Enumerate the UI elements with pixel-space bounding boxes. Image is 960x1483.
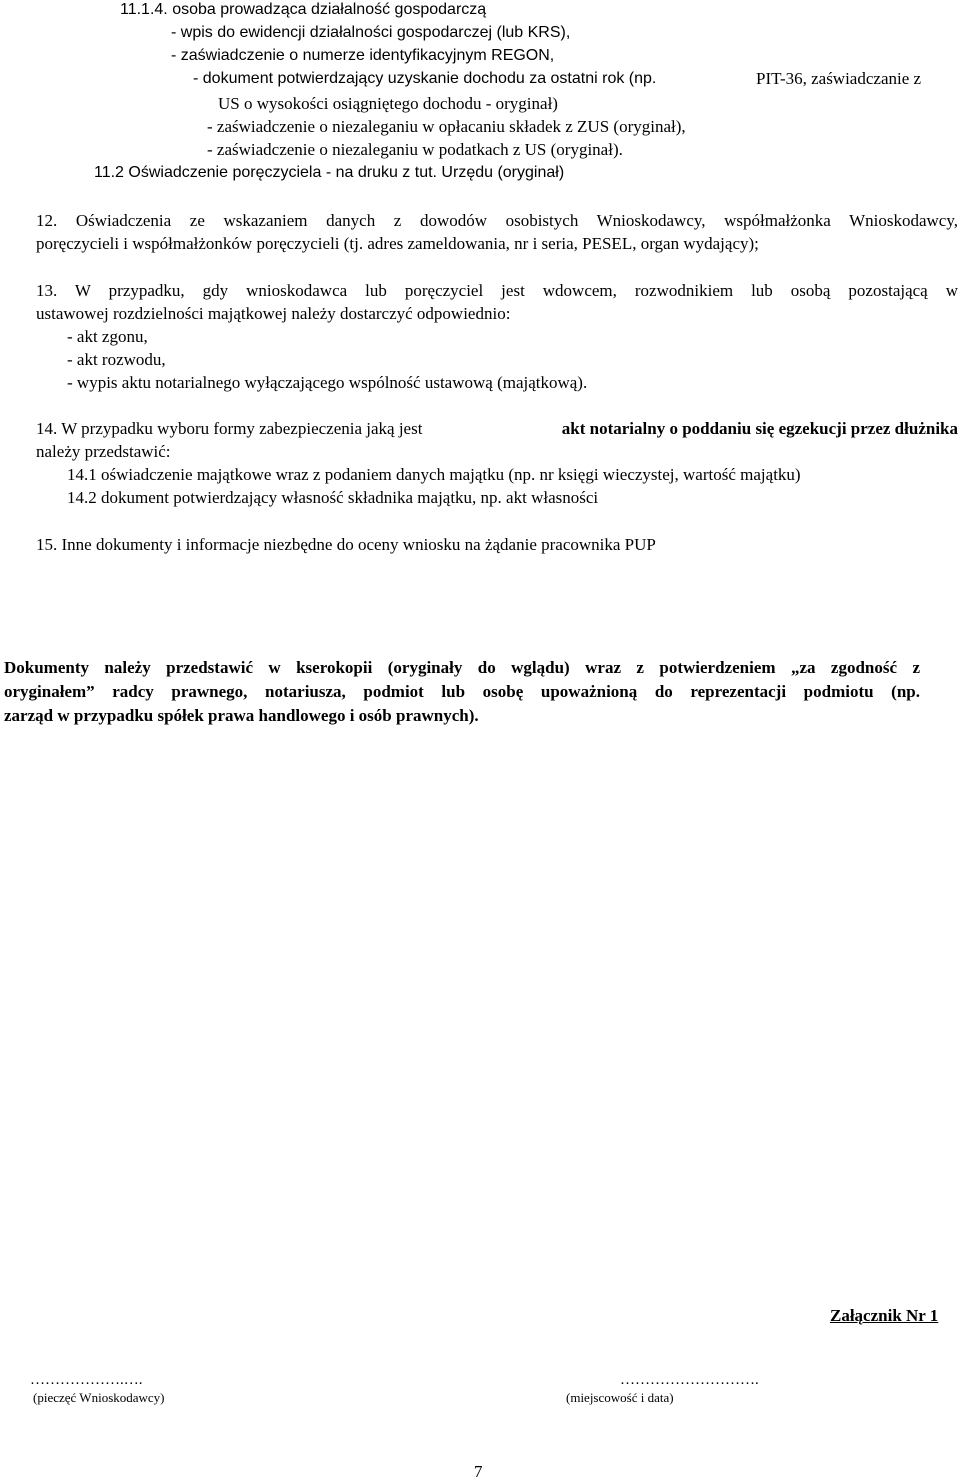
list-item: - akt rozwodu, [67,350,166,369]
list-item: - zaświadczenie o niezaleganiu w opłacaniu składek z ZUS (oryginał), [207,117,686,136]
list-item: - zaświadczenie o numerze identyfikacyjnym REGON, [171,47,555,64]
list-item: US o wysokości osiągniętego dochodu - oryginał) [218,94,558,113]
signature-right-dots: ………………………. [620,1372,759,1388]
item-14-2: 14.2 dokument potwierdzający własność składnika majątku, np. akt własności [67,488,599,507]
attachment-title: Załącznik Nr 1 [830,1306,939,1325]
signature-left-caption: (pieczęć Wnioskodawcy) [33,1390,165,1405]
item-14-line1-bold: akt notarialny o poddaniu się egzekucji przez dłużnika [561,419,958,438]
section-11-1-4-heading: 11.1.4. osoba prowadząca działalność gospodarczą [120,1,487,18]
signature-left-dots: ……………….…. [30,1372,143,1388]
section-11-2: 11.2 Oświadczenie poręczyciela - na druku z tut. Urzędu (oryginał) [94,164,565,181]
item-13-line1: 13. W przypadku, gdy wnioskodawca lub poręczyciel jest wdowcem, rozwodnikiem lub osobą pozostającą w [36,281,958,300]
notice-line1: Dokumenty należy przedstawić w kserokopii (oryginały do wglądu) wraz z potwierdzeniem „za zgodność z [4,658,920,677]
notice-line3: zarząd w przypadku spółek prawa handlowego i osób prawnych). [4,706,479,725]
list-item: - wypis aktu notarialnego wyłączającego wspólność ustawową (majątkową). [67,373,588,392]
item-12-line2: poręczycieli i współmałżonków poręczycieli (tj. adres zameldowania, nr i seria, PESEL, organ wydający); [36,234,759,253]
list-item: - zaświadczenie o niezaleganiu w podatkach z US (oryginał). [207,140,623,159]
item-15: 15. Inne dokumenty i informacje niezbędne do oceny wniosku na żądanie pracownika PUP [36,535,656,554]
signature-right-caption: (miejscowość i data) [566,1390,674,1405]
item-14-1: 14.1 oświadczenie majątkowe wraz z podaniem danych majątku (np. nr księgi wieczystej, wartość majątku) [67,465,801,484]
item-14-line1 [36,417,958,440]
item-14-line2: należy przedstawić: [36,442,171,461]
page-number: 7 [474,1462,483,1481]
item-13-line2: ustawowej rozdzielności majątkowej należy dostarczyć odpowiednio: [36,304,511,323]
item-12-line1: 12. Oświadczenia ze wskazaniem danych z dowodów osobistych Wnioskodawcy, współmałżonka Wnioskodawcy, [36,211,958,230]
list-item-tail: PIT-36, zaświadczanie z [756,69,922,88]
notice-line2: oryginałem” radcy prawnego, notariusza, podmiot lub osobę upoważnioną do reprezentacji podmiotu (np. [4,682,920,701]
item-14-line1-text: 14. W przypadku wyboru formy zabezpieczenia jaką jest [36,419,423,438]
list-item: - akt zgonu, [67,327,148,346]
list-item: - wpis do ewidencji działalności gospodarczej (lub KRS), [171,24,571,41]
list-item: - dokument potwierdzający uzyskanie dochodu za ostatni rok (np. [193,70,657,87]
